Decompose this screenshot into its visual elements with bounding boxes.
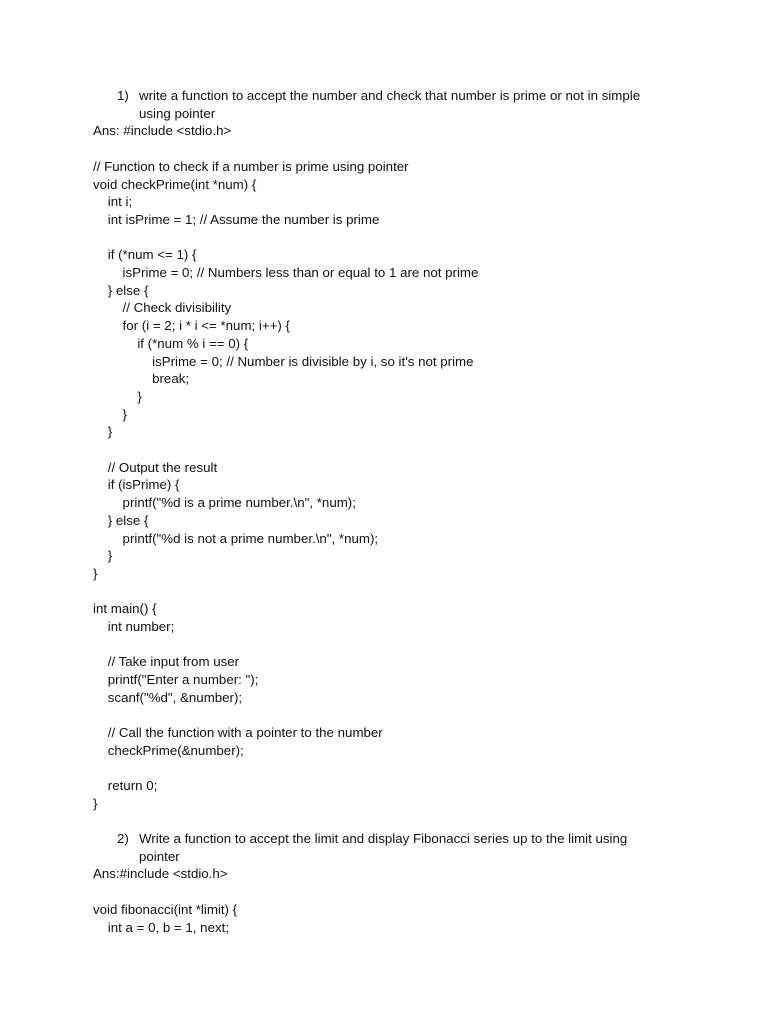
code-line: } [93, 565, 98, 581]
code-line: // Check divisibility [93, 300, 232, 316]
code-line: scanf("%d", &number); [93, 689, 243, 705]
question-text-line: Write a function to accept the limit and display Fibonacci series up to the limit using [139, 831, 628, 846]
code-line: // Take input from user [93, 654, 240, 670]
code-line: void fibonacci(int *limit) { [93, 901, 238, 917]
code-line: int number; [93, 619, 175, 634]
code-line: isPrime = 0; // Numbers less than or equal to 1 are not prime [93, 265, 479, 280]
code-line: } [93, 406, 127, 422]
code-line: int i; [93, 194, 133, 210]
code-line: // Output the result [93, 459, 218, 475]
code-line: } [93, 424, 113, 440]
question-text-line: using pointer [139, 105, 216, 121]
question-text-line: write a function to accept the number and check that number is prime or not in simple [139, 88, 641, 103]
code-line: for (i = 2; i * i <= *num; i++) { [93, 318, 290, 334]
code-line: isPrime = 0; // Number is divisible by i, so it's not prime [93, 353, 474, 369]
code-line: if (*num % i == 0) { [93, 335, 249, 351]
code-line: } [93, 388, 142, 404]
code-line: if (isPrime) { [93, 477, 180, 493]
code-line: } else { [93, 512, 149, 528]
code-line: return 0; [93, 778, 158, 794]
code-line: int main() { [93, 601, 157, 617]
code-line: // Function to check if a number is prime using pointer [93, 158, 409, 174]
code-line: } [93, 548, 113, 564]
question-number: 2) [117, 831, 129, 846]
code-line: Ans: #include <stdio.h> [93, 123, 232, 139]
code-line: printf("%d is not a prime number.\n", *num); [93, 530, 379, 546]
code-line: // Call the function with a pointer to the number [93, 725, 383, 741]
code-line: printf("Enter a number: "); [93, 672, 259, 688]
code-line: } else { [93, 282, 149, 298]
code-line: checkPrime(&number); [93, 742, 244, 758]
code-line: void checkPrime(int *num) { [93, 176, 257, 192]
code-line: break; [93, 371, 190, 387]
code-line: int a = 0, b = 1, next; [93, 919, 230, 935]
question-text-line: pointer [139, 848, 180, 864]
code-line: Ans:#include <stdio.h> [93, 866, 228, 882]
code-line: } [93, 796, 98, 811]
code-line: printf("%d is a prime number.\n", *num); [93, 495, 356, 511]
code-line: if (*num <= 1) { [93, 247, 197, 263]
code-line: int isPrime = 1; // Assume the number is prime [93, 211, 380, 227]
question-number: 1) [117, 88, 129, 103]
